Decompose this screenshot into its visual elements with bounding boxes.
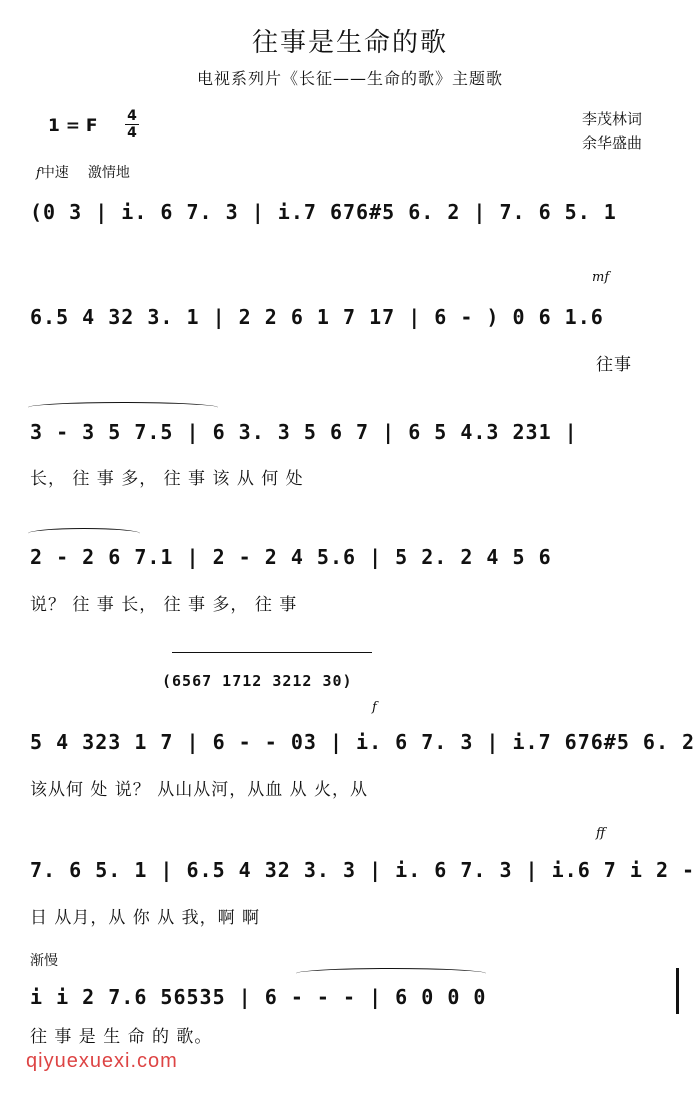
- system-7-lyrics: 往 事 是 生 命 的 歌。: [30, 1027, 213, 1047]
- crescendo-line: [172, 652, 372, 653]
- slur-arc: [28, 528, 140, 539]
- system-2-dynamic: mf: [592, 270, 610, 285]
- system-2-notes: 6.5 4 32 3. 1 | 2 2 6 1 7 17 | 6 - ) 0 6 1.6: [30, 305, 604, 329]
- dynamic-marking: f: [36, 166, 41, 181]
- system-7-tempo: 渐慢: [30, 953, 58, 969]
- tempo-expression: 激情地: [87, 165, 130, 181]
- slur-arc: [28, 402, 218, 413]
- time-signature: [124, 108, 140, 141]
- system-3-lyrics: 长， 往 事 多， 往 事 该 从 何 处: [30, 469, 304, 489]
- system-5-prelude: (6567 1712 3212 30): [162, 672, 353, 690]
- tempo-speed: 中速: [40, 165, 69, 181]
- lyricist-credit: 李茂林词: [581, 110, 642, 128]
- system-6-dynamic: ff: [596, 826, 606, 841]
- system-5-dynamic: f: [372, 700, 377, 715]
- composer-credit: 余华盛曲: [581, 134, 642, 152]
- system-6-notes: 7. 6 5. 1 | 6.5 4 32 3. 3 | i. 6 7. 3 | i.6 7 i 2 -: [30, 858, 696, 882]
- song-subtitle: 电视系列片《长征——生命的歌》主题歌: [196, 69, 503, 88]
- system-7-notes: i i 2 7.6 56535 | 6 - - - | 6 0 0 0: [30, 985, 487, 1009]
- time-signature-top: 4: [127, 108, 137, 124]
- tie-arc: [296, 968, 486, 979]
- tempo-marking: [36, 162, 130, 182]
- system-3-notes: 3 - 3 5 7.5 | 6 3. 3 5 6 7 | 6 5 4.3 231 |: [30, 420, 578, 444]
- song-title: 往事是生命的歌: [251, 28, 448, 58]
- system-2-lyrics: 往事: [596, 355, 632, 375]
- system-6-lyrics: 日 从月，从 你 从 我，啊 啊: [30, 908, 261, 928]
- key-signature: 1 = F: [48, 116, 98, 136]
- system-4-notes: 2 - 2 6 7.1 | 2 - 2 4 5.6 | 5 2. 2 4 5 6: [30, 545, 552, 569]
- time-signature-bottom: 4: [127, 125, 137, 141]
- system-1-notes: (0 3 | i. 6 7. 3 | i.7 676#5 6. 2 | 7. 6 5. 1: [30, 200, 617, 224]
- final-barline: [676, 968, 679, 1014]
- system-5-notes: 5 4 323 1 7 | 6 - - 03 | i. 6 7. 3 | i.7 676#5 6. 2: [30, 730, 696, 754]
- system-5-lyrics: 该从何 处 说？ 从山从河，从血 从 火，从: [30, 780, 369, 800]
- system-4-lyrics: 说？ 往 事 长， 往 事 多， 往 事: [30, 595, 298, 615]
- watermark: qiyuexuexi.com: [26, 1050, 178, 1072]
